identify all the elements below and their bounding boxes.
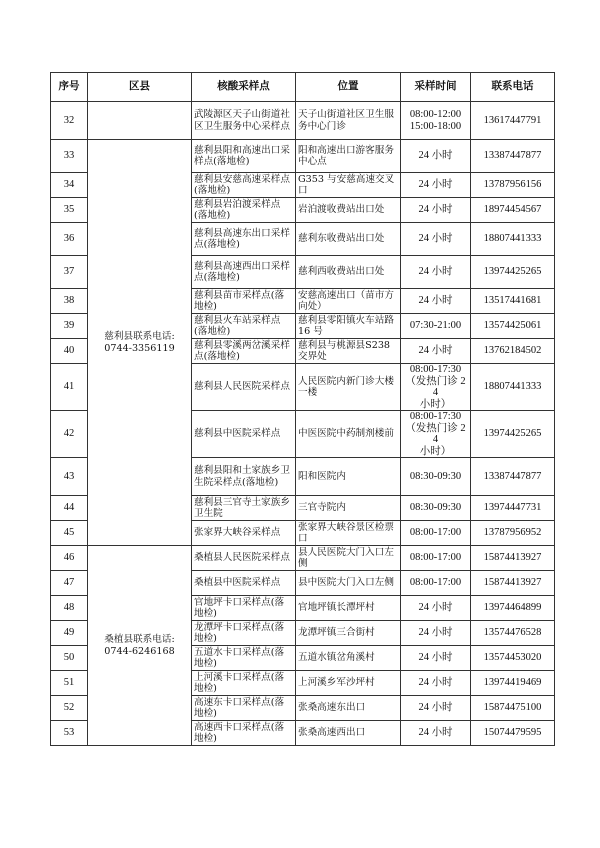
- site-location: 县人民医院大门入口左侧: [296, 546, 401, 571]
- district-phone: 0744-6246168: [104, 645, 175, 657]
- contact-phone: 15074479595: [471, 721, 555, 746]
- district-phone: 0744-3356119: [104, 342, 175, 354]
- row-index: 50: [51, 646, 88, 671]
- site-name: 慈利县火车站采样点(落地检): [192, 314, 296, 339]
- table-row: [51, 140, 555, 173]
- site-name: 慈利县中医院采样点: [192, 411, 296, 458]
- contact-phone: 13387447877: [471, 458, 555, 496]
- site-location: 慈利西收费站出口处: [296, 256, 401, 289]
- site-name: 五道水卡口采样点(落地检): [192, 646, 296, 671]
- contact-phone: 15874475100: [471, 696, 555, 721]
- row-index: 44: [51, 496, 88, 521]
- sampling-time: 24 小时: [401, 339, 471, 364]
- sampling-time: 24 小时: [401, 621, 471, 646]
- table-row: [51, 102, 555, 140]
- contact-phone: 13787956952: [471, 521, 555, 546]
- district-cell: [88, 102, 192, 140]
- row-index: 48: [51, 596, 88, 621]
- contact-phone: 13974464899: [471, 596, 555, 621]
- contact-phone: 13974447731: [471, 496, 555, 521]
- sampling-time: 08:00-12:00 15:00-18:00: [401, 102, 471, 140]
- row-index: 37: [51, 256, 88, 289]
- sampling-time: 24 小时: [401, 223, 471, 256]
- contact-phone: 13387447877: [471, 140, 555, 173]
- contact-phone: 13974425265: [471, 411, 555, 458]
- site-name: 慈利县高速西出口采样点(落地检): [192, 256, 296, 289]
- header-site: 核酸采样点: [192, 73, 296, 102]
- row-index: 45: [51, 521, 88, 546]
- site-name: 张家界大峡谷采样点: [192, 521, 296, 546]
- site-location: 人民医院内新门诊大楼一楼: [296, 364, 401, 411]
- site-location: 阳和高速出口游客服务中心点: [296, 140, 401, 173]
- site-name: 慈利县人民医院采样点: [192, 364, 296, 411]
- site-name: 慈利县零溪两岔溪采样点(落地检): [192, 339, 296, 364]
- sampling-time: 24 小时: [401, 671, 471, 696]
- site-name: 高速西卡口采样点(落地检): [192, 721, 296, 746]
- table-body: [51, 102, 555, 746]
- contact-phone: 15874413927: [471, 546, 555, 571]
- row-index: 41: [51, 364, 88, 411]
- row-index: 43: [51, 458, 88, 496]
- row-index: 38: [51, 289, 88, 314]
- site-location: 县中医院大门入口左侧: [296, 571, 401, 596]
- sampling-time: 08:00-17:00: [401, 571, 471, 596]
- row-index: 47: [51, 571, 88, 596]
- sampling-time: 24 小时: [401, 140, 471, 173]
- site-name: 高速东卡口采样点(落地检): [192, 696, 296, 721]
- district-name: 桑植县联系电话:: [104, 634, 175, 645]
- site-location: 张家界大峡谷景区检票口: [296, 521, 401, 546]
- contact-phone: 13617447791: [471, 102, 555, 140]
- site-location: 阳和医院内: [296, 458, 401, 496]
- header-time: 采样时间: [401, 73, 471, 102]
- site-name: 慈利县安慈高速采样点(落地检): [192, 173, 296, 198]
- sampling-time: 24 小时: [401, 646, 471, 671]
- sampling-time: 24 小时: [401, 289, 471, 314]
- contact-phone: 18807441333: [471, 364, 555, 411]
- sampling-time: 08:00-17:00: [401, 546, 471, 571]
- site-location: 慈利县零阳镇火车站路 16 号: [296, 314, 401, 339]
- site-location: 张桑高速东出口: [296, 696, 401, 721]
- site-location: 上河溪乡军沙坪村: [296, 671, 401, 696]
- contact-phone: 13574425061: [471, 314, 555, 339]
- header-phone: 联系电话: [471, 73, 555, 102]
- table-row: [51, 546, 555, 571]
- contact-phone: 15874413927: [471, 571, 555, 596]
- sampling-time: 24 小时: [401, 596, 471, 621]
- site-name: 桑植县中医院采样点: [192, 571, 296, 596]
- contact-phone: 13574476528: [471, 621, 555, 646]
- contact-phone: 13762184502: [471, 339, 555, 364]
- site-name: 慈利县阳和高速出口采样点(落地检): [192, 140, 296, 173]
- site-location: 张桑高速西出口: [296, 721, 401, 746]
- table-header-row: [51, 73, 555, 102]
- site-location: 安慈高速出口（苗市方向处）: [296, 289, 401, 314]
- contact-phone: 13974425265: [471, 256, 555, 289]
- site-name: 慈利县三官寺土家族乡卫生院: [192, 496, 296, 521]
- sampling-time: 08:00-17:00: [401, 521, 471, 546]
- sampling-time: 08:30-09:30: [401, 496, 471, 521]
- header-index: 序号: [51, 73, 88, 102]
- site-name: 武陵源区天子山街道社区卫生服务中心采样点: [192, 102, 296, 140]
- site-name: 慈利县苗市采样点(落地检): [192, 289, 296, 314]
- row-index: 42: [51, 411, 88, 458]
- sampling-time: 24 小时: [401, 696, 471, 721]
- sampling-time: 24 小时: [401, 198, 471, 223]
- site-location: G353 与安慈高速交叉口: [296, 173, 401, 198]
- sampling-time: 08:00-17:30 （发热门诊 24 小时）: [401, 364, 471, 411]
- row-index: 52: [51, 696, 88, 721]
- row-index: 39: [51, 314, 88, 339]
- row-index: 35: [51, 198, 88, 223]
- site-location: 三官寺院内: [296, 496, 401, 521]
- sampling-time: 24 小时: [401, 256, 471, 289]
- site-name: 上河溪卡口采样点(落地检): [192, 671, 296, 696]
- contact-phone: 13787956156: [471, 173, 555, 198]
- site-name: 慈利县岩泊渡采样点(落地检): [192, 198, 296, 223]
- sampling-time: 24 小时: [401, 173, 471, 198]
- site-name: 慈利县阳和土家族乡卫生院采样点(落地检): [192, 458, 296, 496]
- site-location: 龙潭坪镇三合街村: [296, 621, 401, 646]
- row-index: 34: [51, 173, 88, 198]
- row-index: 51: [51, 671, 88, 696]
- row-index: 49: [51, 621, 88, 646]
- site-name: 慈利县高速东出口采样点(落地检): [192, 223, 296, 256]
- row-index: 46: [51, 546, 88, 571]
- contact-phone: 18974454567: [471, 198, 555, 223]
- site-location: 慈利东收费站出口处: [296, 223, 401, 256]
- district-cell: [88, 546, 192, 746]
- sampling-time: 24 小时: [401, 721, 471, 746]
- row-index: 32: [51, 102, 88, 140]
- site-location: 五道水镇岔角溪村: [296, 646, 401, 671]
- site-name: 官地坪卡口采样点(落地检): [192, 596, 296, 621]
- site-name: 龙潭坪卡口采样点(落地检): [192, 621, 296, 646]
- header-location: 位置: [296, 73, 401, 102]
- district-name: 慈利县联系电话:: [104, 331, 175, 342]
- contact-phone: 13574453020: [471, 646, 555, 671]
- sampling-sites-table: [50, 72, 555, 746]
- site-name: 桑植县人民医院采样点: [192, 546, 296, 571]
- row-index: 53: [51, 721, 88, 746]
- site-location: 慈利县与桃源县S238 交界处: [296, 339, 401, 364]
- row-index: 40: [51, 339, 88, 364]
- sampling-time: 08:00-17:30 （发热门诊 24 小时）: [401, 411, 471, 458]
- contact-phone: 18807441333: [471, 223, 555, 256]
- row-index: 36: [51, 223, 88, 256]
- sampling-time: 07:30-21:00: [401, 314, 471, 339]
- district-cell: [88, 140, 192, 546]
- contact-phone: 13517441681: [471, 289, 555, 314]
- site-location: 天子山街道社区卫生服务中心门诊: [296, 102, 401, 140]
- site-location: 中医医院中药制剂楼前: [296, 411, 401, 458]
- site-location: 岩泊渡收费站出口处: [296, 198, 401, 223]
- contact-phone: 13974419469: [471, 671, 555, 696]
- row-index: 33: [51, 140, 88, 173]
- site-location: 官地坪镇长潭坪村: [296, 596, 401, 621]
- header-district: 区县: [88, 73, 192, 102]
- sampling-time: 08:30-09:30: [401, 458, 471, 496]
